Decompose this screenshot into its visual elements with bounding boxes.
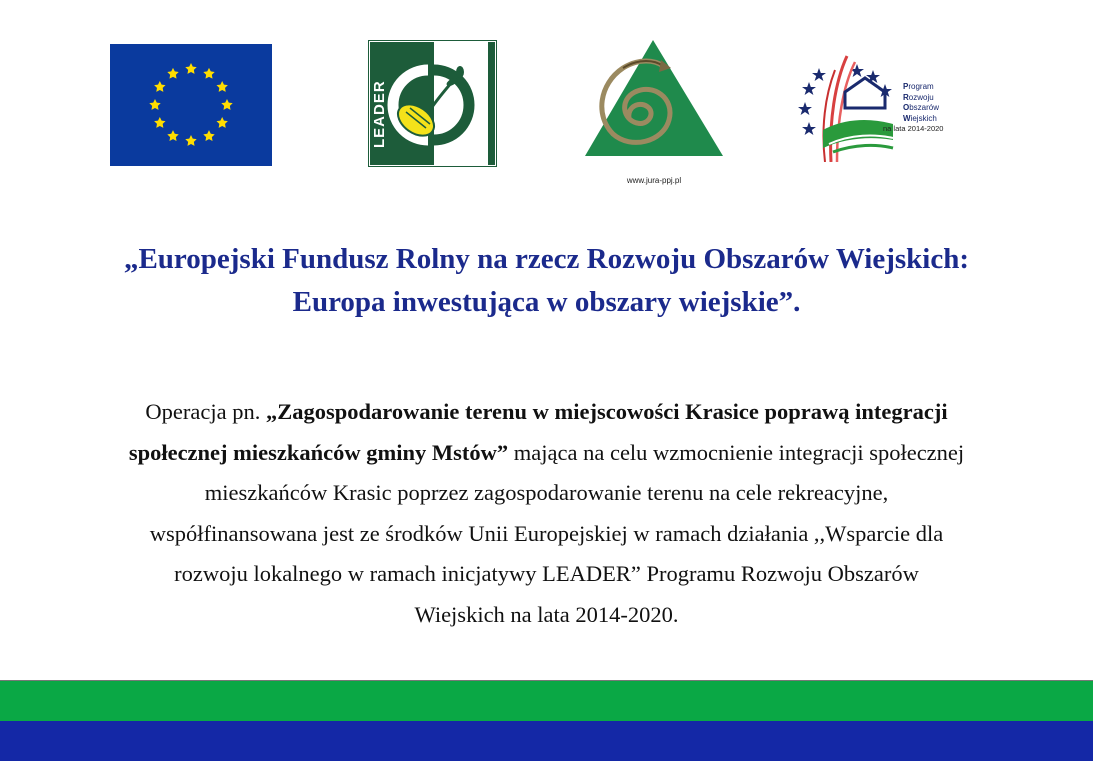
leader-logo xyxy=(368,40,497,167)
page-title xyxy=(0,238,1093,324)
prow-wordmark: Program Rozwoju Obszarów Wiejskich na lata 2014-2020 xyxy=(883,82,944,133)
eu-star-icon xyxy=(185,135,196,146)
body-line-2: społecznej mieszkańców gminy Mstów” mająca na celu wzmocnienie integracji społecznej xyxy=(128,439,965,465)
prow-logo xyxy=(795,52,975,162)
body-line-6: Wiejskich na lata 2014-2020. xyxy=(414,601,679,627)
leader-wordmark: LEADER xyxy=(371,80,388,148)
eu-star-icon xyxy=(203,130,214,141)
eu-star-icon xyxy=(221,99,232,110)
eu-star-icon xyxy=(167,68,178,79)
eu-star-icon xyxy=(154,81,165,92)
body-line-3: mieszkańców Krasic poprzez zagospodarowanie terenu na cele rekreacyjne, xyxy=(204,480,889,505)
body-line-5: rozwoju lokalnego w ramach inicjatywy LEADER” Programu Rozwoju Obszarów xyxy=(174,561,919,586)
body-line-1: Operacja pn. „Zagospodarowanie terenu w miejscowości Krasice poprawą integracji xyxy=(145,399,948,424)
green-stripe xyxy=(0,681,1093,721)
eu-star-icon xyxy=(167,130,178,141)
prow-years: na lata 2014-2020 xyxy=(883,124,944,133)
eu-star-icon xyxy=(203,68,214,79)
eu-stars-icon xyxy=(110,44,272,166)
operation-description xyxy=(20,392,1073,635)
eu-star-icon xyxy=(149,99,160,110)
title-line-1: „Europejski Fundusz Rolny na rzecz Rozwoju Obszarów Wiejskich: xyxy=(123,243,970,275)
eu-star-icon xyxy=(216,117,227,128)
eu-star-icon xyxy=(154,117,165,128)
lgd-website-url: www.jura-ppj.pl xyxy=(626,176,682,185)
lgd-jura-logo xyxy=(583,38,725,188)
eu-star-icon xyxy=(185,63,196,74)
eu-star-icon xyxy=(216,81,227,92)
eu-flag-logo xyxy=(110,44,272,166)
blue-stripe xyxy=(0,721,1093,761)
title-line-2: Europa inwestująca w obszary wiejskie”. xyxy=(292,286,801,318)
body-line-4: współfinansowana jest ze środków Unii Europejskiej w ramach działania ,,Wsparcie dla xyxy=(149,520,944,546)
